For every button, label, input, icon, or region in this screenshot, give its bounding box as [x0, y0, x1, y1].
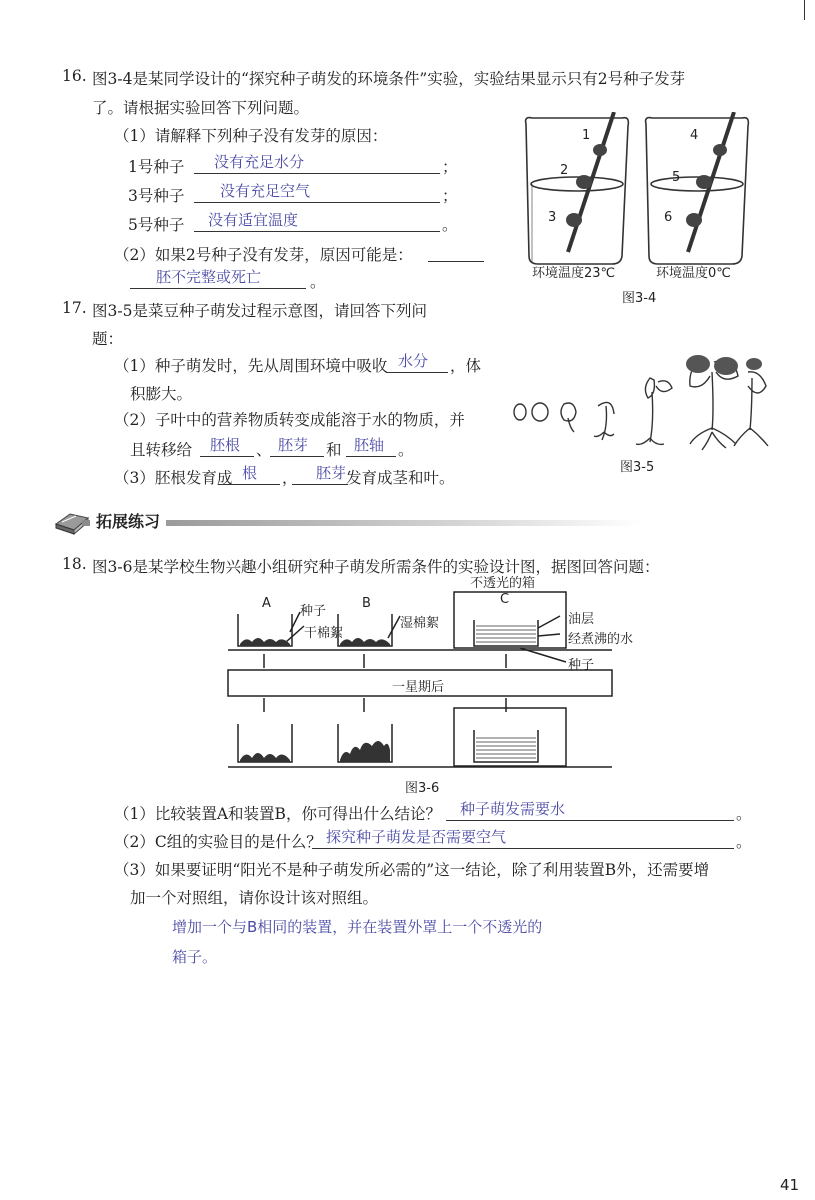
- q18-sub1-period: 。: [736, 805, 752, 823]
- q17-sub3-underline-2: [292, 484, 348, 485]
- fig3-6-seed: 种子: [300, 604, 327, 619]
- q18-sub2: （2）C组的实验目的是什么？: [114, 833, 322, 851]
- fig3-4-seed-3: 3: [548, 210, 557, 225]
- q17-sub2-sep1: 、: [256, 441, 272, 459]
- q17-sub3-ans1: 根: [242, 464, 258, 482]
- q18-sub1: （1）比较装置A和装置B，你可得出什么结论？: [114, 805, 441, 823]
- page-number: 41: [780, 1176, 800, 1194]
- fig3-4-seed-4: 4: [690, 128, 699, 143]
- q18-number: 18.: [62, 555, 87, 573]
- fig3-4-beakers: [518, 112, 768, 272]
- fig3-6-dry-cotton: 干棉絮: [304, 626, 344, 641]
- q18-sub1-answer: 种子萌发需要水: [460, 800, 566, 818]
- q17-sub3-underline-1: [218, 484, 280, 485]
- q17-sub2-ans3: 胚轴: [354, 436, 385, 454]
- fig3-5-germination: [508, 342, 772, 454]
- q16-sub2-underline-a: [428, 261, 484, 262]
- q16-seed1-punct: ；: [442, 158, 458, 176]
- q17-sub2-underline-3: [346, 456, 396, 457]
- corner-mark: [804, 0, 805, 20]
- section-header: [52, 506, 772, 540]
- q18-stem: 图3-6是某学校生物兴趣小组研究种子萌发所需条件的实验设计图，据图回答问题：: [92, 558, 660, 576]
- q17-sub1-a: （1）种子萌发时，先从周围环境中吸收: [114, 357, 388, 375]
- fig3-6-label-c: C: [500, 592, 510, 607]
- q16-seed5-punct: 。: [442, 216, 458, 234]
- q17-sub1-b: ，体: [450, 357, 482, 375]
- fig3-4-seed-2: 2: [560, 163, 569, 178]
- q17-sub3-ans2: 胚芽: [316, 464, 347, 482]
- q16-seed3-answer: 没有充足空气: [220, 182, 311, 200]
- q17-sub2-b: 且转移给: [130, 441, 193, 459]
- fig3-4-seed-5: 5: [672, 170, 681, 185]
- fig3-4-seed-6: 6: [664, 210, 673, 225]
- q16-seed5-underline: [194, 231, 440, 232]
- fig3-5-caption: 图3-5: [620, 460, 655, 475]
- fig3-6-seed2: 种子: [568, 658, 595, 673]
- q17-sub2-underline-1: [200, 456, 254, 457]
- fig3-4-left-temp: 环境温度23℃: [532, 266, 616, 281]
- q17-stem-line1: 图3-5是菜豆种子萌发过程示意图，请回答下列问: [92, 302, 427, 320]
- q18-sub3-line1: （3）如果要证明“阳光不是种子萌发所必需的”这一结论，除了利用装置B外，还需要增: [114, 861, 710, 879]
- q17-sub1-c: 积膨大。: [130, 385, 193, 403]
- fig3-6-label-b: B: [362, 596, 371, 611]
- q17-sub1-underline: [386, 372, 448, 373]
- q16-sub2: （2）如果2号种子没有发芽，原因可能是：: [114, 246, 413, 264]
- q17-sub2-end: 。: [398, 441, 414, 459]
- q17-sub3-b: 发育成茎和叶。: [346, 469, 455, 487]
- q18-answer-line2: 箱子。: [172, 948, 218, 966]
- q18-sub2-answer: 探究种子萌发是否需要空气: [326, 828, 507, 846]
- q16-sub2-underline-b: [130, 288, 306, 289]
- fig3-6-oil: 油层: [568, 612, 595, 627]
- fig3-4-caption: 图3-4: [622, 291, 657, 306]
- q17-sub3-a: （3）胚根发育成: [114, 469, 233, 487]
- q16-number: 16.: [62, 67, 87, 85]
- fig3-6-wet-cotton: 湿棉絮: [400, 616, 440, 631]
- fig3-6-label-a: A: [262, 596, 271, 611]
- fig3-6-box: 不透光的箱: [470, 576, 536, 591]
- q17-number: 17.: [62, 299, 87, 317]
- q16-seed3-underline: [194, 202, 440, 203]
- q17-sub1-answer: 水分: [398, 352, 429, 370]
- q17-stem-line2: 题：: [92, 330, 124, 348]
- fig3-6-caption: 图3-6: [405, 781, 440, 796]
- q18-answer-line1: 增加一个与B相同的装置，并在装置外罩上一个不透光的: [172, 918, 543, 936]
- fig3-4-right-temp: 环境温度0℃: [656, 266, 731, 281]
- q16-sub2-answer: 胚不完整或死亡: [156, 268, 262, 286]
- q18-sub1-underline: [446, 820, 734, 821]
- fig3-6-boiled-water: 经煮沸的水: [568, 632, 634, 647]
- q17-sub2-ans2: 胚芽: [278, 436, 309, 454]
- q16-sub1: （1）请解释下列种子没有发芽的原因：: [114, 127, 388, 145]
- fig3-4-seed-1: 1: [582, 128, 591, 143]
- q16-seed5-answer: 没有适宜温度: [208, 211, 299, 229]
- q16-seed3-label: 3号种子: [128, 187, 185, 205]
- q16-seed1-underline: [194, 173, 440, 174]
- q18-sub3-line2: 加一个对照组，请你设计该对照组。: [130, 889, 379, 907]
- q17-sub2-a: （2）子叶中的营养物质转变成能溶于水的物质，并: [114, 411, 465, 429]
- q16-seed5-label: 5号种子: [128, 216, 185, 234]
- q16-sub2-period: 。: [310, 273, 326, 291]
- q18-sub2-underline: [312, 848, 734, 849]
- q16-seed1-label: 1号种子: [128, 158, 185, 176]
- q17-sub2-ans1: 胚根: [210, 436, 241, 454]
- q16-stem-line2: 了。请根据实验回答下列问题。: [92, 99, 310, 117]
- q17-sub2-underline-2: [270, 456, 324, 457]
- fig3-6-one-week: 一星期后: [392, 680, 445, 695]
- q18-sub2-period: 。: [736, 833, 752, 851]
- q16-seed1-answer: 没有充足水分: [214, 153, 305, 171]
- q17-sub2-sep2: 和: [326, 441, 342, 459]
- q16-stem-line1: 图3-4是某同学设计的“探究种子萌发的环境条件”实验，实验结果显示只有2号种子发芽: [92, 70, 686, 88]
- section-title: 拓展练习: [90, 509, 166, 532]
- q17-sub3-sep: ，: [282, 469, 298, 487]
- q16-seed3-punct: ；: [442, 187, 458, 205]
